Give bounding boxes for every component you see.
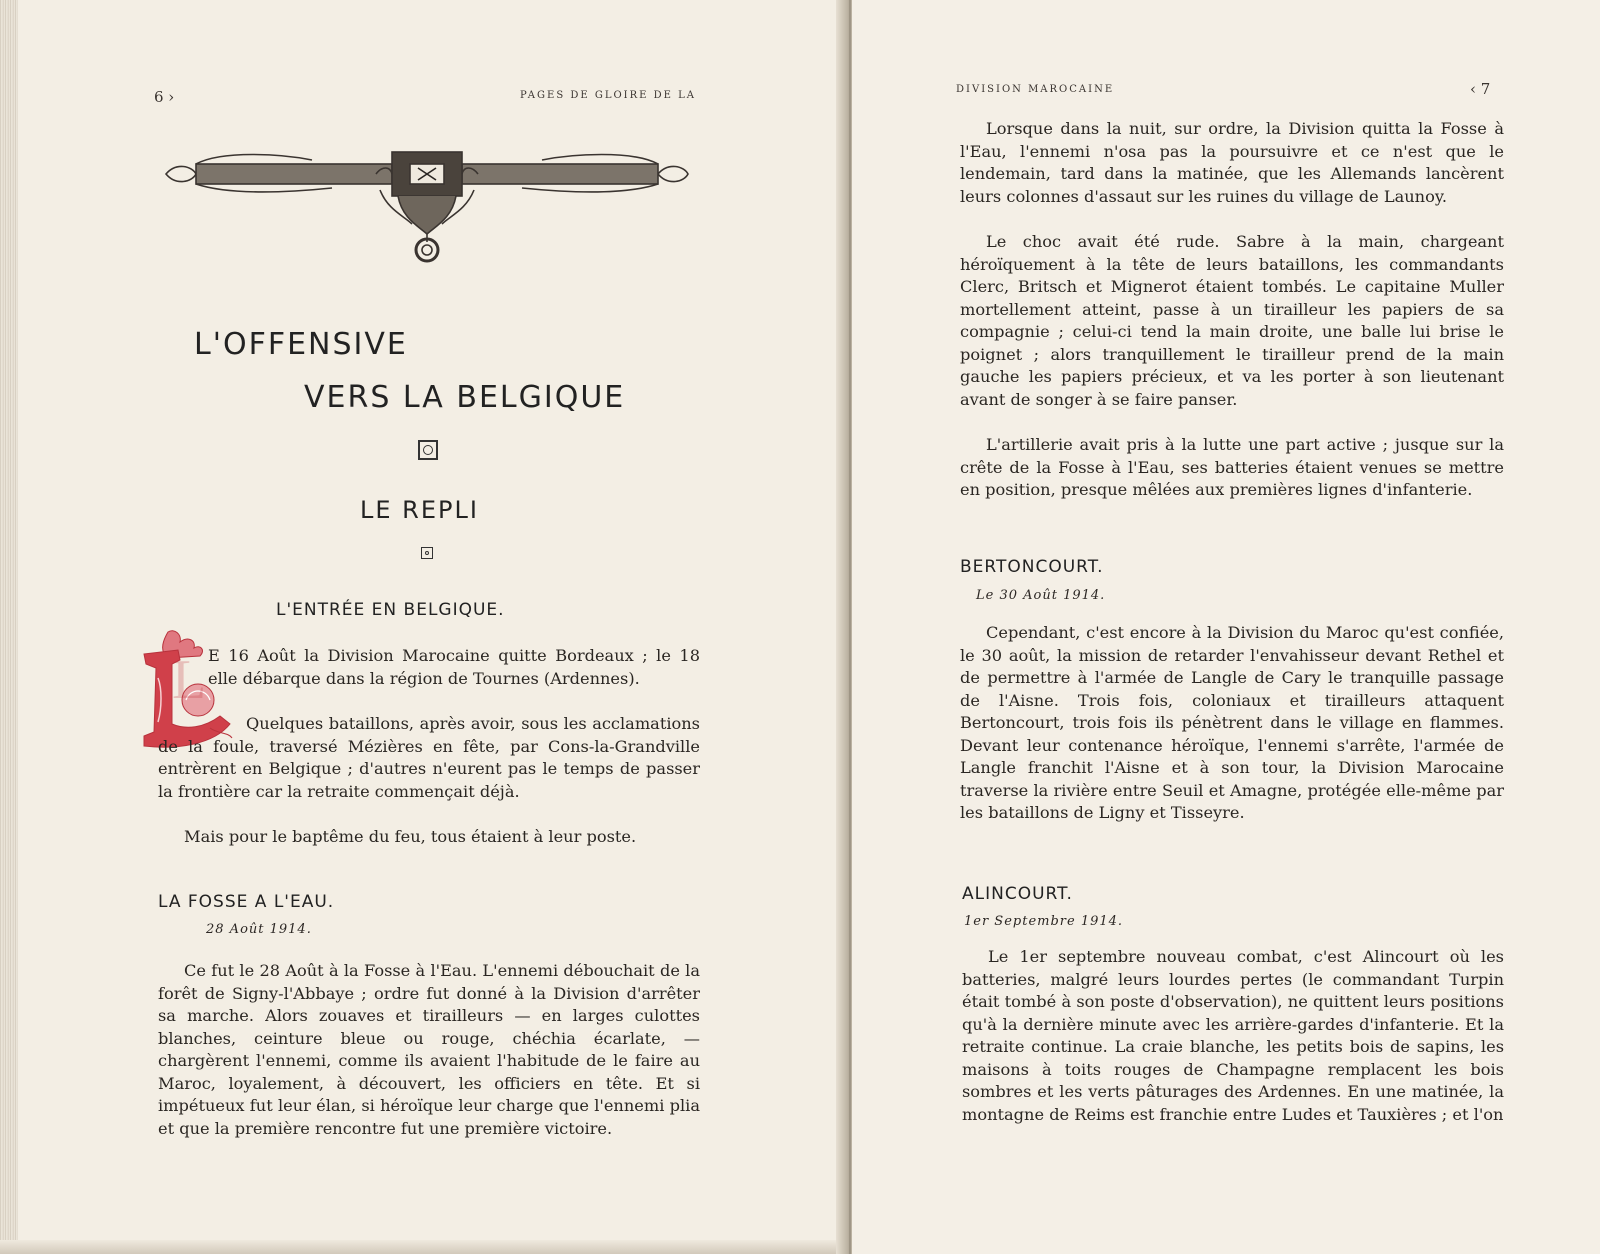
left-folio: 6 › (154, 88, 175, 106)
headpiece-ornament-icon (162, 144, 692, 266)
heading-entree-belgique: L'ENTRÉE EN BELGIQUE. (276, 600, 505, 620)
title-line-2: VERS LA BELGIQUE (304, 380, 626, 415)
section-title: LE REPLI (360, 496, 479, 524)
paragraph-entree-3: Mais pour le baptême du feu, tous étaient à leur poste. (184, 827, 637, 846)
left-running-head: PAGES DE GLOIRE DE LA (520, 90, 696, 101)
heading-bertoncourt: BERTONCOURT. (960, 557, 1104, 577)
right-running-head: DIVISION MAROCAINE (956, 84, 1115, 95)
heading-alincourt: ALINCOURT. (962, 884, 1073, 904)
paragraph-choc: Le choc avait été rude. Sabre à la main, chargeant héroïquement à la tête de leurs bataillons, les commandants Clerc, Britsch et Mignerot étaient tombés. Le capitaine Muller mortellement atteint, passe à un tirailleur les papiers de sa compagnie ; celui-ci tend la main droite, une balle lui brise le poignet ; alors tranquillement le tirailleur prend de la main gauche les papiers précieux, et va les porter à son lieutenant avant de songer à se faire panser. (960, 232, 1504, 409)
paragraph-fosse-a-leau: Ce fut le 28 Août à la Fosse à l'Eau. L'ennemi débouchait de la forêt de Signy-l'Abbaye ; ordre fut donné à la Division d'arrêter sa marche. Alors zouaves et tirailleurs — en larges culottes blanches, ceinture bleue ou rouge, chéchia écarlate, — chargèrent l'ennemi, comme ils avaient l'habitude de le faire au Maroc, loyalement, à découvert, les officiers en tête. Et si impétueux fut leur élan, si héroïque leur charge que l'ennemi plia et que la première rencontre fut une première victoire. (158, 961, 700, 1138)
page-edges (0, 0, 18, 1254)
right-page (852, 0, 1600, 1254)
date-bertoncourt: Le 30 Août 1914. (976, 588, 1106, 603)
date-fosse-a-leau: 28 Août 1914. (206, 922, 312, 937)
paragraph-launoy: Lorsque dans la nuit, sur ordre, la Division quitta la Fosse à l'Eau, l'ennemi n'osa pas la poursuivre et ce n'est que le lendemain, tard dans la matinée, que les Allemands lancèrent leurs colonnes d'assaut sur les ruines du village de Launoy. (960, 119, 1504, 206)
paragraph-bertoncourt: Cependant, c'est encore à la Division du Maroc qu'est confiée, le 30 août, la mission de retarder l'envahisseur devant Rethel et de permettre à l'armée de Langle de Cary le tranquille passage de l'Aisne. Trois fois, coloniaux et tirailleurs attaquent Bertoncourt, trois fois ils pénètrent dans le village en flammes. Devant leur contenance héroïque, l'ennemi s'arrête, l'armée de Langle franchit l'Aisne et à son tour, la Division Marocaine traverse la rivière entre Seuil et Amagne, protégée elle-même par les bataillons de Ligny et Tisseyre. (960, 623, 1504, 822)
dropcap-letter: L (172, 649, 207, 711)
page-edges-bottom (0, 1240, 848, 1254)
paragraph-alincourt: Le 1er septembre nouveau combat, c'est Alincourt où les batteries, malgré leurs lourdes pertes (le commandant Turpin était tombé à son poste d'observation), ne quittent leurs positions qu'à la dernière minute avec les arrière-gardes d'infanterie. Et la retraite continue. La craie blanche, les petits bois de sapins, les maisons à toits rouges de Champagne remplacent les bois sombres et les verts pâturages des Ardennes. En une matinée, la montagne de Reims est franchie entre Ludes et Tauxières ; et l'on (962, 947, 1504, 1124)
title-line-1: L'OFFENSIVE (194, 327, 408, 362)
paragraph-artillerie: L'artillerie avait pris à la lutte une part active ; jusque sur la crête de la Fosse à l'Eau, ses batteries étaient venues se mettre en position, presque mêlées aux premières lignes d'infanterie. (960, 435, 1504, 499)
paragraph-entree-1: E 16 Août la Division Marocaine quitte Bordeaux ; le 18 elle débarque dans la région de Tournes (Ardennes). (208, 646, 700, 688)
small-square-ornament-icon (421, 547, 433, 559)
right-folio: ‹ 7 (1470, 80, 1491, 98)
square-ornament-icon (418, 440, 438, 460)
date-alincourt: 1er Septembre 1914. (964, 914, 1124, 929)
heading-fosse-a-leau: LA FOSSE A L'EAU. (158, 892, 335, 912)
paragraph-entree-2: Quelques bataillons, après avoir, sous les acclamations de la foule, traversé Mézières en fête, par Cons-la-Grandville entrèrent en Belgique ; d'autres n'eurent pas le temps de passer la frontière car la retraite commençait déjà. (158, 714, 700, 801)
